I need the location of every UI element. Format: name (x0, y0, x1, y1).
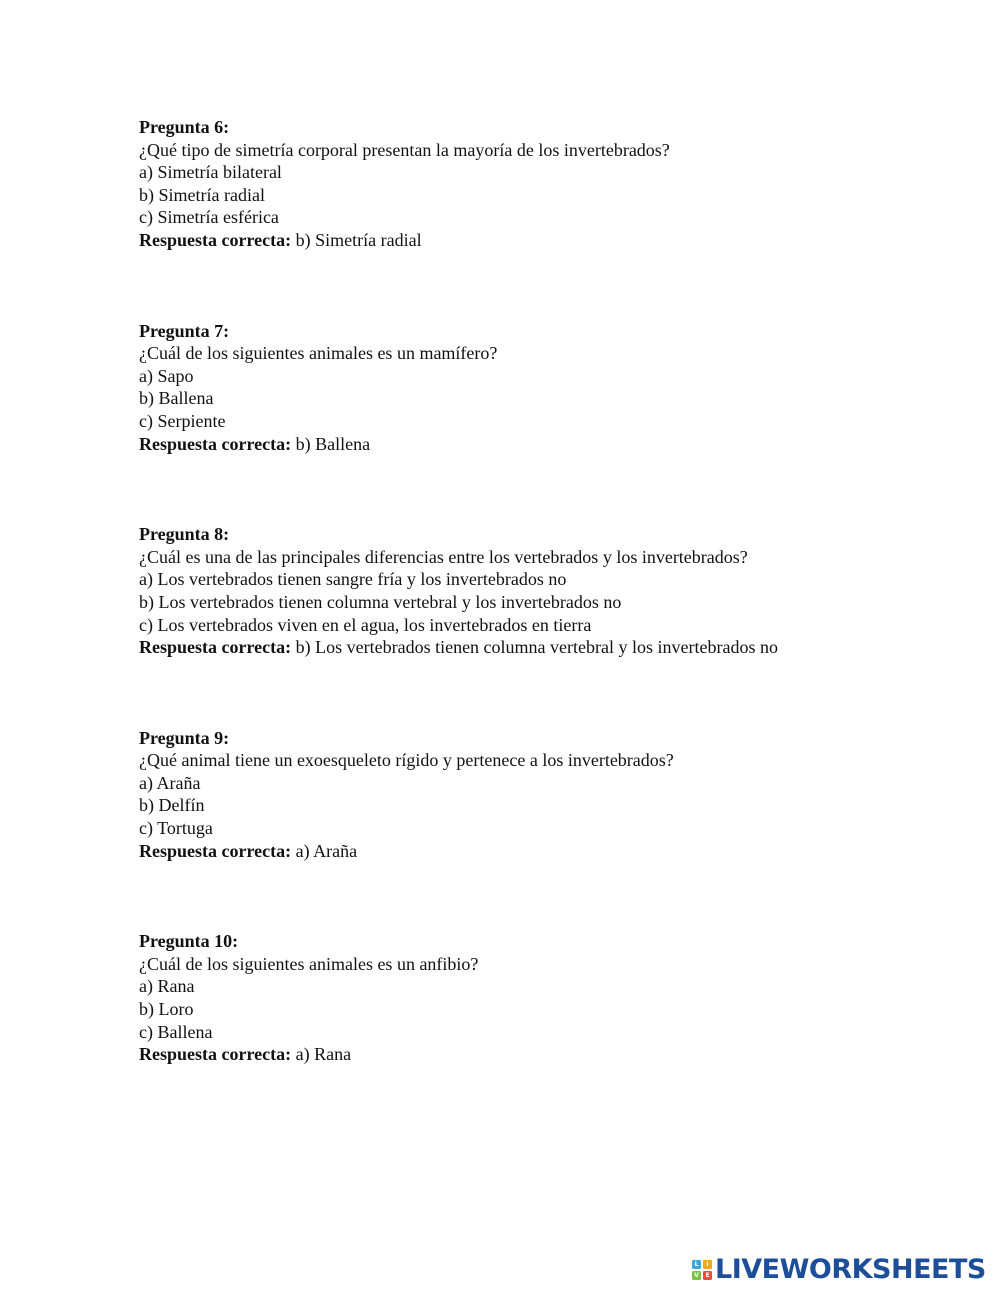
answer-text: a) Araña (291, 840, 358, 861)
option-b: b) Loro (139, 999, 194, 1020)
question-6 (139, 116, 959, 252)
correct-answer (139, 636, 959, 659)
correct-answer (139, 433, 959, 456)
question-prompt: ¿Cuál de los siguientes animales es un mamífero? (139, 343, 498, 364)
question-title: Pregunta 7: (139, 320, 230, 341)
option-a: a) Araña (139, 772, 201, 793)
worksheet-page (139, 116, 959, 1134)
liveworksheets-logo[interactable] (692, 1254, 986, 1285)
option-c: c) Los vertebrados viven en el agua, los invertebrados en tierra (139, 614, 592, 635)
option-a: a) Los vertebrados tienen sangre fría y los invertebrados no (139, 569, 567, 590)
question-prompt: ¿Cuál es una de las principales diferencias entre los vertebrados y los invertebrados? (139, 546, 748, 567)
question-prompt: ¿Qué tipo de simetría corporal presentan la mayoría de los invertebrados? (139, 139, 670, 160)
brand-name: LIVEWORKSHEETS (715, 1254, 986, 1285)
icon-tile-v: V (692, 1271, 701, 1280)
answer-text: b) Los vertebrados tienen columna vertebral y los invertebrados no (291, 637, 778, 658)
answer-label: Respuesta correcta: (139, 229, 292, 250)
question-7 (139, 320, 959, 456)
question-prompt: ¿Cuál de los siguientes animales es un anfibio? (139, 953, 479, 974)
correct-answer (139, 1043, 959, 1066)
liveworksheets-icon (692, 1260, 712, 1280)
answer-text: a) Rana (291, 1044, 352, 1065)
option-b: b) Delfín (139, 795, 205, 816)
answer-text: b) Ballena (291, 433, 371, 454)
option-c: c) Tortuga (139, 818, 213, 839)
question-title: Pregunta 9: (139, 727, 230, 748)
option-c: c) Serpiente (139, 410, 226, 431)
option-c: c) Simetría esférica (139, 207, 279, 228)
question-8 (139, 523, 959, 659)
icon-tile-e: E (703, 1271, 712, 1280)
icon-tile-l: L (692, 1260, 701, 1269)
option-a: a) Rana (139, 976, 195, 997)
question-10 (139, 930, 959, 1066)
option-c: c) Ballena (139, 1021, 213, 1042)
question-title: Pregunta 8: (139, 524, 230, 545)
option-b: b) Los vertebrados tienen columna vertebral y los invertebrados no (139, 591, 622, 612)
answer-label: Respuesta correcta: (139, 433, 292, 454)
question-title: Pregunta 10: (139, 931, 239, 952)
answer-label: Respuesta correcta: (139, 1044, 292, 1065)
option-b: b) Simetría radial (139, 184, 265, 205)
question-prompt: ¿Qué animal tiene un exoesqueleto rígido y pertenece a los invertebrados? (139, 750, 674, 771)
question-9 (139, 727, 959, 863)
question-title: Pregunta 6: (139, 117, 230, 137)
answer-label: Respuesta correcta: (139, 637, 292, 658)
icon-tile-i: I (703, 1260, 712, 1269)
answer-label: Respuesta correcta: (139, 840, 292, 861)
correct-answer (139, 229, 959, 252)
option-a: a) Simetría bilateral (139, 162, 282, 183)
option-a: a) Sapo (139, 365, 194, 386)
correct-answer (139, 840, 959, 863)
answer-text: b) Simetría radial (291, 229, 422, 250)
option-b: b) Ballena (139, 388, 214, 409)
